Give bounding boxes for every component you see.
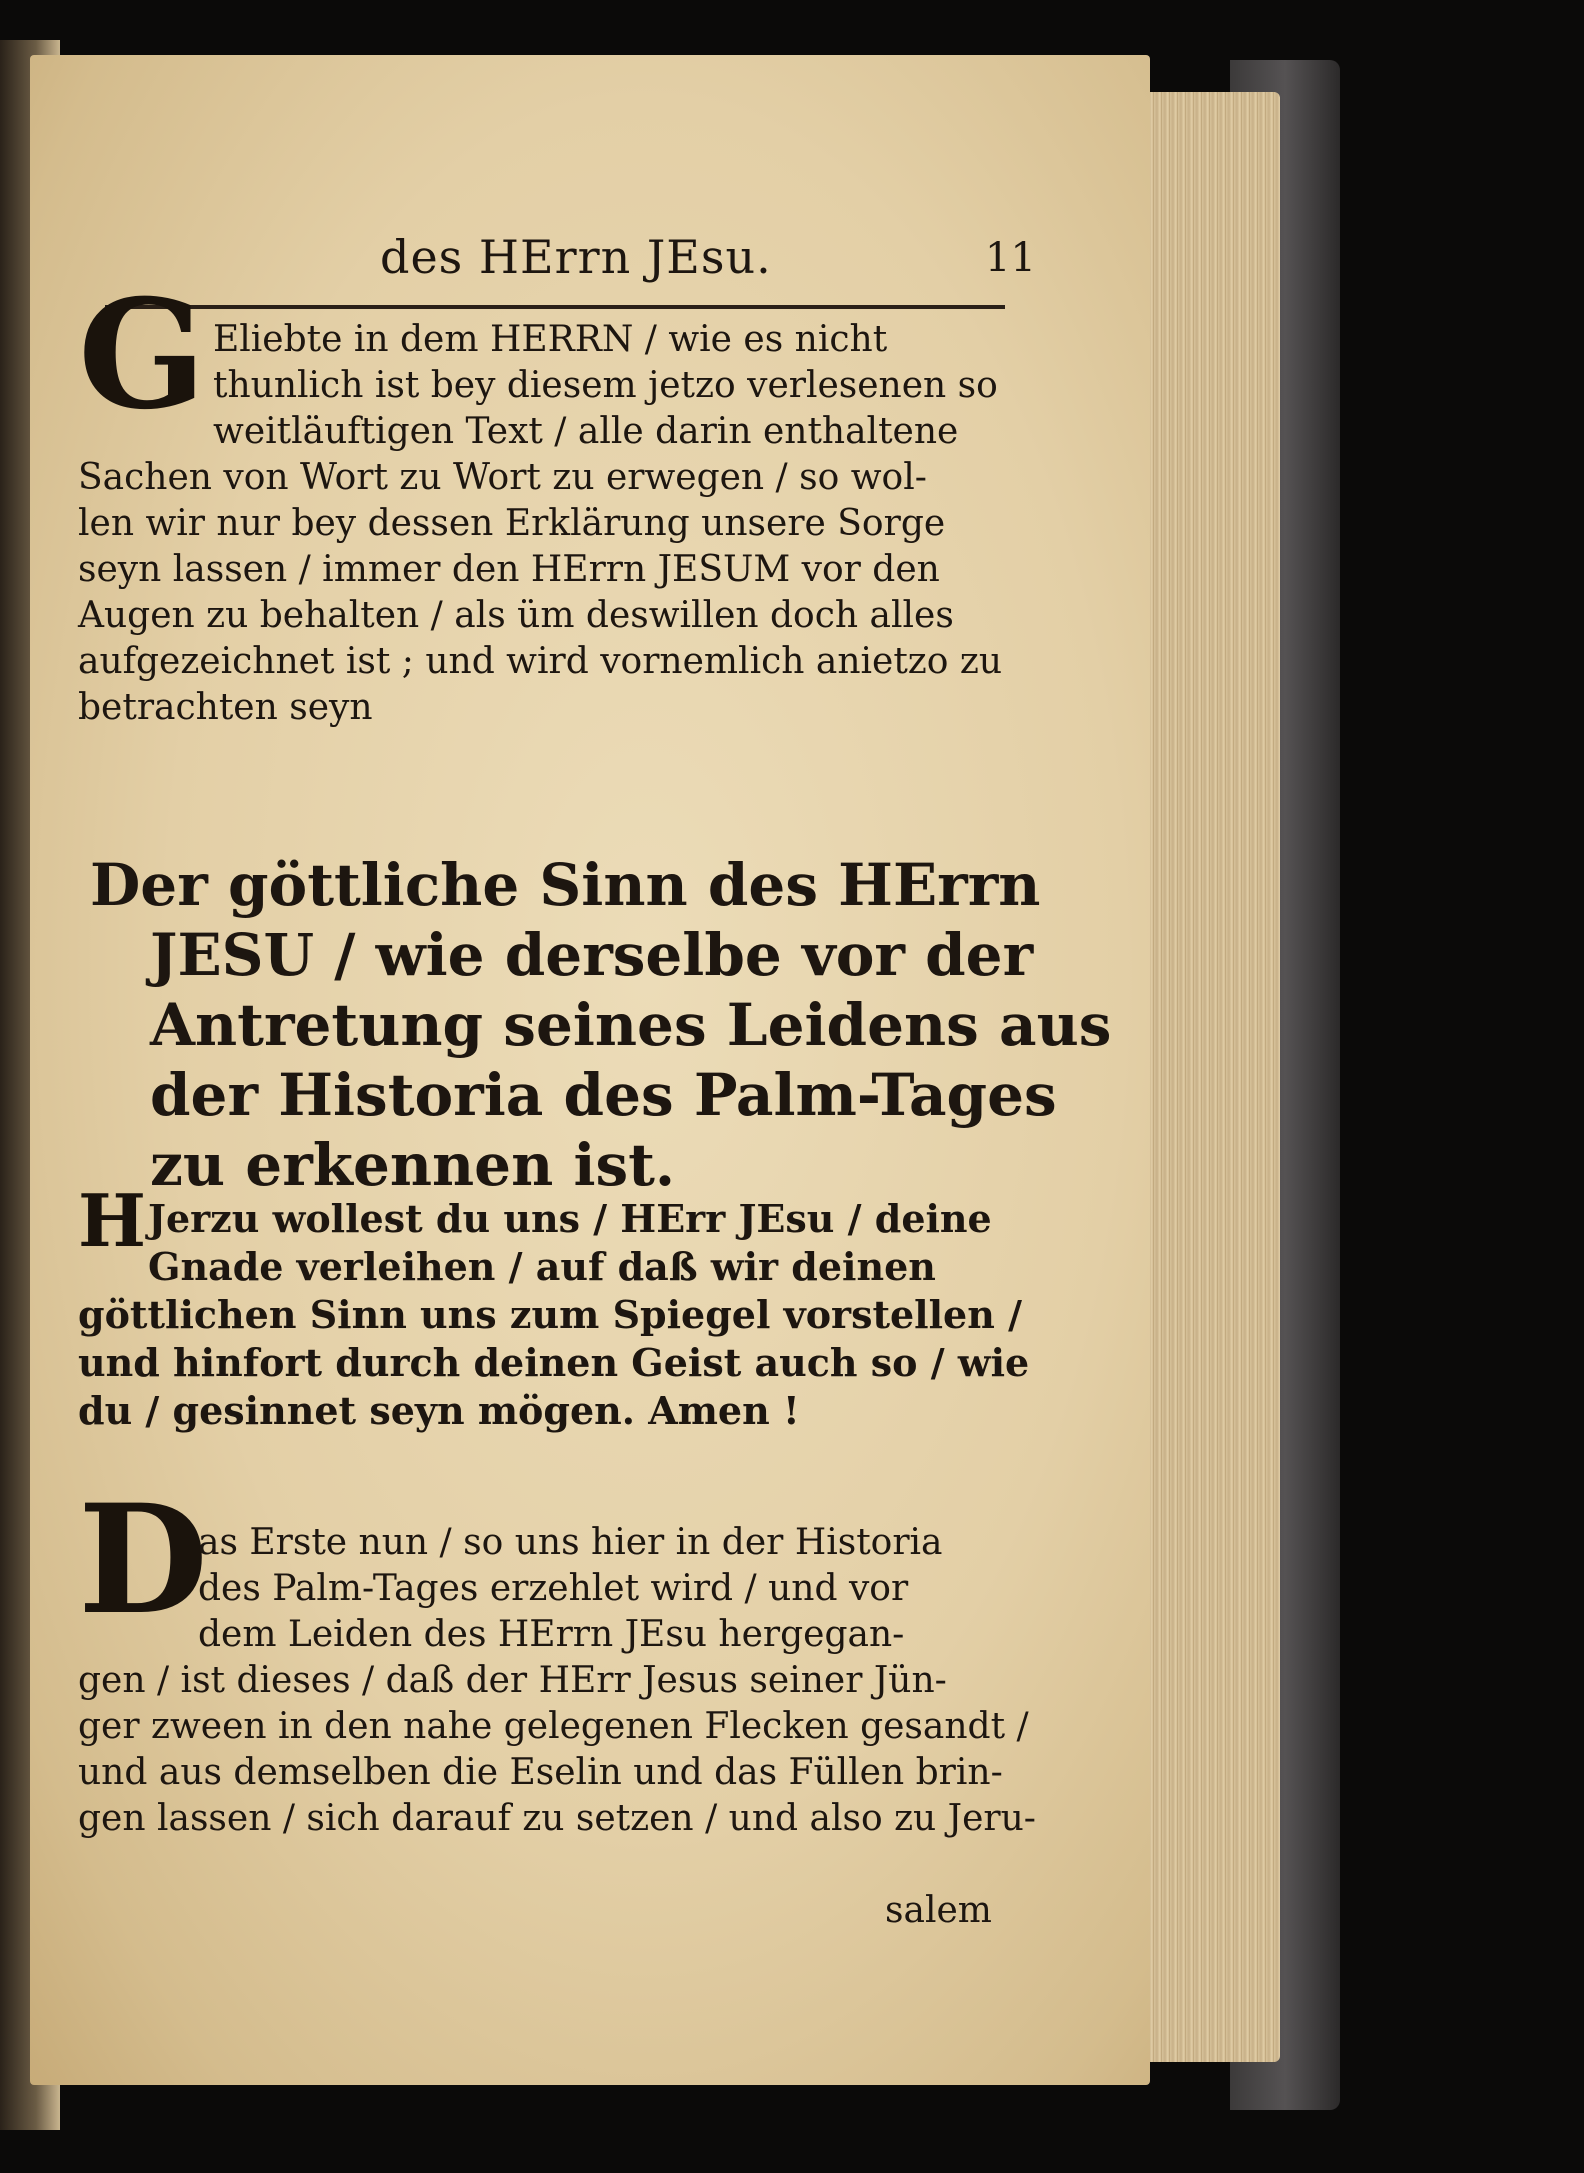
intro-line: Eliebte in dem HERRN / wie es nicht xyxy=(213,319,888,360)
prayer-line: Jerzu wollest du uns / HErr JEsu / deine xyxy=(148,1196,992,1241)
prayer-paragraph xyxy=(78,1195,1030,1435)
prayer-line: und hinfort durch deinen Geist auch so / wie xyxy=(78,1340,1030,1385)
page-number: 11 xyxy=(985,235,1036,281)
prayer-line: göttlichen Sinn uns zum Spiegel vorstellen / xyxy=(78,1292,1022,1337)
heading-line: zu erkennen ist. xyxy=(150,1131,676,1199)
page-edges xyxy=(1130,92,1280,2062)
body-paragraph xyxy=(78,1520,1036,1842)
decorated-initial-g: G xyxy=(78,267,207,443)
decorated-initial-h: H xyxy=(78,1178,147,1263)
prayer-line: du / gesinnet seyn mögen. Amen ! xyxy=(78,1388,800,1433)
book-page xyxy=(30,55,1150,2085)
heading-line: der Historia des Palm-Tages xyxy=(150,1061,1057,1129)
intro-line: aufgezeichnet ist ; und wird vornemlich anietzo zu xyxy=(78,641,1003,682)
heading-line: Antretung seines Leidens aus xyxy=(150,991,1112,1059)
intro-line: betrachten seyn xyxy=(78,687,373,728)
intro-line: weitläuftigen Text / alle darin enthaltene xyxy=(213,411,959,452)
body-line: ger zween in den nahe gelegenen Flecken gesandt / xyxy=(78,1706,1029,1747)
intro-line: Sachen von Wort zu Wort zu erwegen / so wol- xyxy=(78,457,927,498)
intro-line: thunlich ist bey diesem jetzo verlesenen so xyxy=(213,365,998,406)
intro-line: seyn lassen / immer den HErrn JESUM vor den xyxy=(78,549,940,590)
heading-line: Der göttliche Sinn des HErrn xyxy=(90,851,1041,919)
body-line: des Palm-Tages erzehlet wird / und vor xyxy=(198,1568,909,1609)
intro-line: len wir nur bey dessen Erklärung unsere Sorge xyxy=(78,503,946,544)
header-rule xyxy=(105,305,1005,309)
body-line: und aus demselben die Eselin und das Füllen brin- xyxy=(78,1752,1003,1793)
body-line: dem Leiden des HErrn JEsu hergegan- xyxy=(198,1614,905,1655)
intro-line: Augen zu behalten / als üm deswillen doch alles xyxy=(78,595,954,636)
body-line: gen / ist dieses / daß der HErr Jesus seiner Jün- xyxy=(78,1660,947,1701)
body-line: as Erste nun / so uns hier in der Historia xyxy=(198,1522,943,1563)
prayer-line: Gnade verleihen / auf daß wir deinen xyxy=(148,1244,936,1289)
body-line: gen lassen / sich darauf zu setzen / und also zu Jeru- xyxy=(78,1798,1036,1839)
section-heading xyxy=(90,850,1112,1200)
decorated-initial-d: D xyxy=(78,1472,209,1648)
running-head: des HErrn JEsu. xyxy=(380,230,772,284)
catchword: salem xyxy=(885,1890,992,1931)
intro-paragraph xyxy=(78,317,1008,731)
heading-line: JESU / wie derselbe vor der xyxy=(150,921,1034,989)
